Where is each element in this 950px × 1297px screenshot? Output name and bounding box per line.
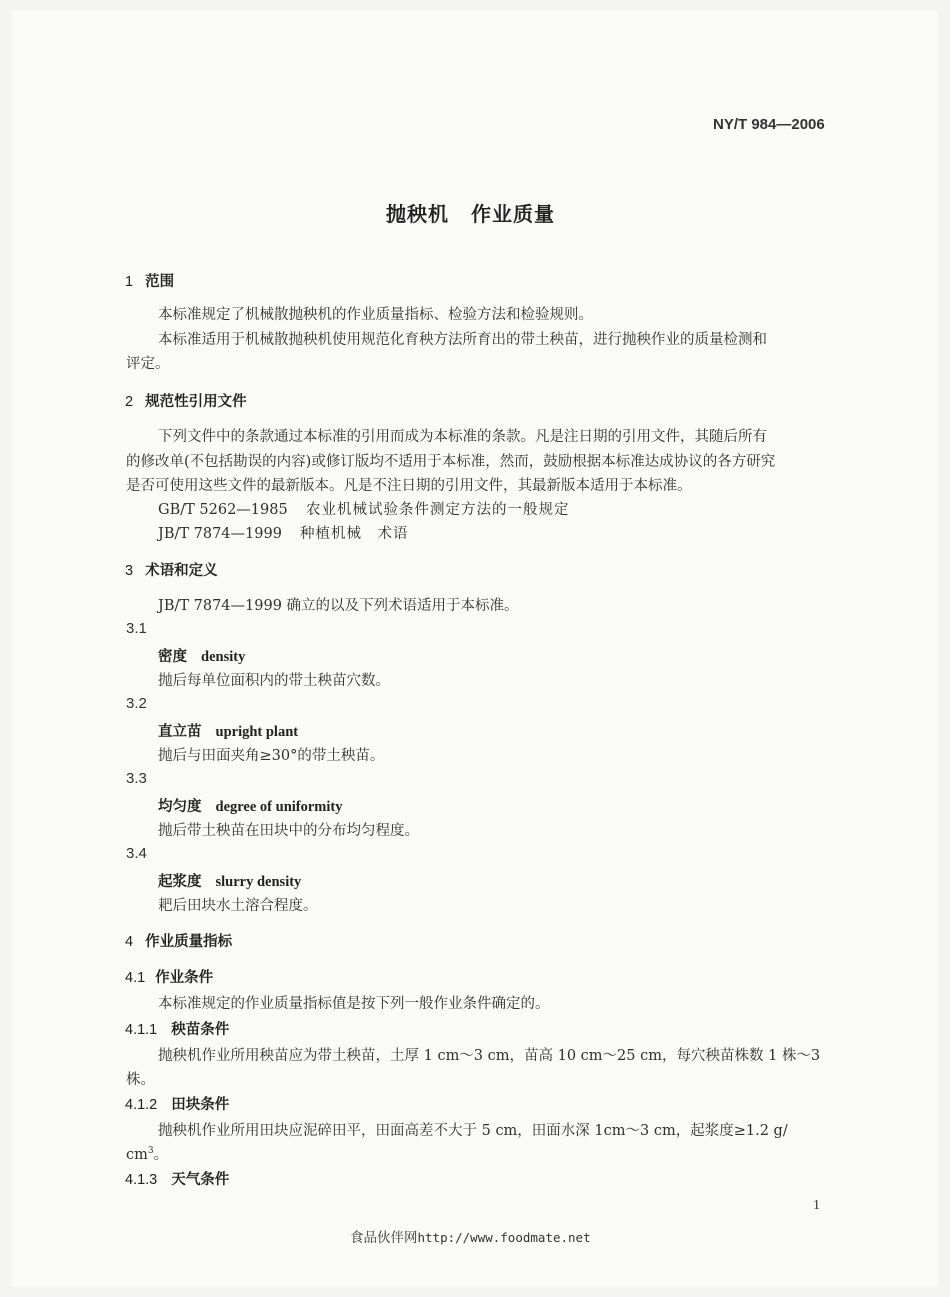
title-part-1: 抛秧机	[386, 202, 449, 226]
term-3-3-number: 3.3	[126, 770, 147, 787]
section-3-intro: JB/T 7874—1999 确立的以及下列术语适用于本标准。	[158, 598, 519, 614]
section-2-paragraph-line-2: 的修改单(不包括勘误的内容)或修订版均不适用于本标准，然而，鼓励根据本标准达成协议的各方研究	[126, 454, 776, 470]
section-4-1-2-paragraph-line-2: $cm^3$。	[126, 1146, 169, 1163]
reference-item: JB/T 7874—1999 种植机械 术语	[158, 526, 409, 542]
term-3-3-name: 均匀度 degree of uniformity	[158, 798, 343, 815]
footer-source	[350, 1226, 591, 1246]
page-number: 1	[813, 1198, 820, 1213]
footer-url[interactable]: http://www.foodmate.net	[417, 1230, 591, 1245]
section-2-heading: 2 规范性引用文件	[125, 394, 247, 410]
section-4-1-1-heading: 4.1.1 秧苗条件	[125, 1022, 230, 1038]
term-3-4-name: 起浆度 slurry density	[158, 873, 302, 890]
term-3-4-definition: 耙后田块水土溶合程度。	[158, 898, 318, 914]
section-4-1-2-paragraph-line-1: 抛秧机作业所用田块应泥碎田平，田面高差不大于 5 cm，田面水深 1cm～3 cm，起浆度≥1.2 g/	[158, 1123, 788, 1139]
title-part-2: 作业质量	[471, 202, 555, 226]
term-3-4-number: 3.4	[126, 845, 147, 862]
section-4-1-heading: 4.1 作业条件	[125, 970, 214, 986]
section-4-1-3-heading: 4.1.3 天气条件	[125, 1172, 230, 1188]
section-2-paragraph-line-1: 下列文件中的条款通过本标准的引用而成为本标准的条款。凡是注日期的引用文件，其随后所有	[158, 429, 767, 445]
section-1-paragraph-2-line-2: 评定。	[126, 356, 170, 372]
section-4-1-1-paragraph-line-1: 抛秧机作业所用秧苗应为带土秧苗，土厚 1 cm～3 cm，苗高 10 cm～25 cm，每穴秧苗株数 1 株～3	[158, 1048, 821, 1064]
term-3-1-name: 密度 density	[158, 648, 246, 665]
footer-site-name: 食品伙伴网	[350, 1230, 418, 1246]
section-4-1-paragraph: 本标准规定的作业质量指标值是按下列一般作业条件确定的。	[158, 996, 550, 1012]
section-1-paragraph-1: 本标准规定了机械散抛秧机的作业质量指标、检验方法和检验规则。	[158, 307, 593, 323]
document-title	[386, 198, 555, 227]
section-4-1-1-paragraph-line-2: 株。	[126, 1072, 155, 1088]
term-3-2-definition: 抛后与田面夹角≥30°的带土秧苗。	[158, 748, 385, 764]
term-3-2-name: 直立苗 upright plant	[158, 723, 299, 740]
term-3-1-number: 3.1	[126, 620, 147, 637]
term-3-2-number: 3.2	[126, 695, 147, 712]
term-3-3-definition: 抛后带土秧苗在田块中的分布均匀程度。	[158, 823, 419, 839]
section-2-paragraph-line-3: 是否可使用这些文件的最新版本。凡是不注日期的引用文件，其最新版本适用于本标准。	[126, 478, 692, 494]
section-1-paragraph-2-line-1: 本标准适用于机械散抛秧机使用规范化育秧方法所育出的带土秧苗，进行抛秧作业的质量检测和	[158, 332, 767, 348]
section-4-1-2-heading: 4.1.2 田块条件	[125, 1097, 230, 1113]
term-3-1-definition: 抛后每单位面积内的带土秧苗穴数。	[158, 673, 390, 689]
reference-item: GB/T 5262—1985 农业机械试验条件测定方法的一般规定	[158, 502, 570, 518]
section-4-heading: 4 作业质量指标	[125, 934, 233, 950]
section-3-heading: 3 术语和定义	[125, 563, 218, 579]
section-1-heading: 1 范围	[125, 274, 175, 290]
standard-number: NY/T 984—2006	[713, 116, 825, 133]
